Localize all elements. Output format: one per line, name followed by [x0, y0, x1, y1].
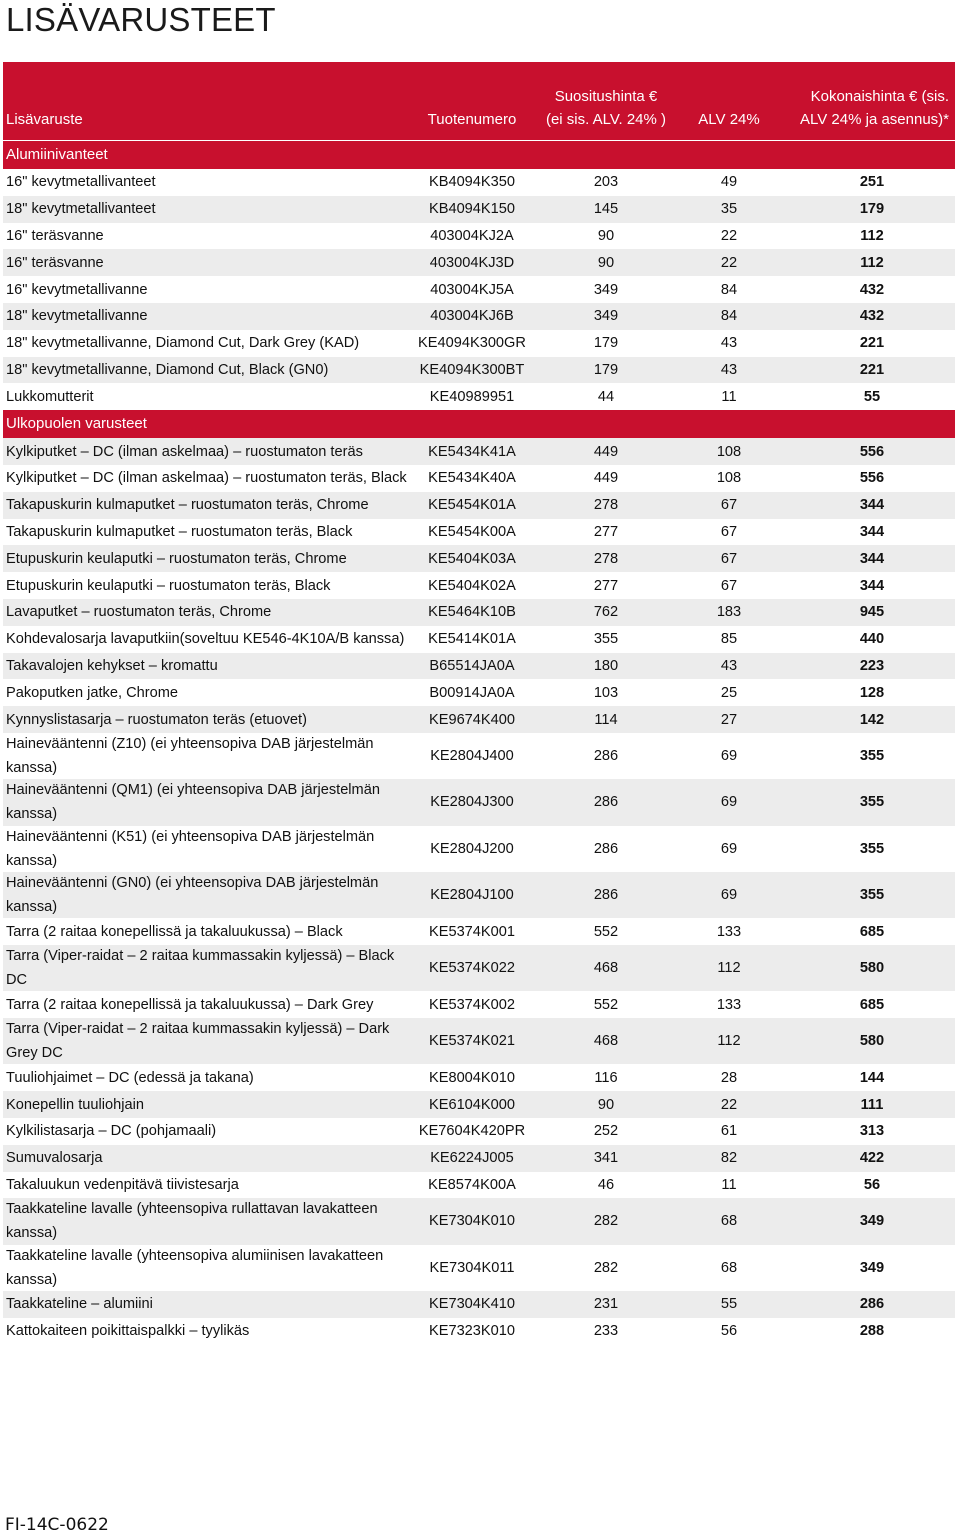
table-row — [3, 1145, 955, 1172]
table-row — [3, 826, 955, 872]
vat-amount: 67 — [720, 523, 738, 540]
vat-amount: 112 — [717, 960, 741, 977]
product-number: KE2804J300 — [430, 794, 514, 811]
price-excl-vat: 286 — [593, 794, 619, 811]
accessory-name: Tarra (Viper-raidat – 2 raitaa kummassakin kyljessä) – Dark Grey DC — [6, 1021, 390, 1062]
total-price: 142 — [859, 711, 885, 728]
accessory-name: Hainevääntenni (Z10) (ei yhteensopiva DAB järjestelmän kanssa) — [6, 736, 374, 777]
vat-amount: 43 — [720, 657, 738, 674]
section-header: Alumiinivanteet — [3, 141, 955, 169]
vat-amount: 69 — [720, 794, 738, 811]
price-excl-vat: 278 — [593, 550, 619, 567]
table-row — [3, 1291, 955, 1318]
accessory-name: Lukkomutterit — [6, 388, 94, 405]
table-row — [3, 303, 955, 330]
price-excl-vat: 180 — [593, 657, 619, 674]
accessory-name: Etupuskurin keulaputki – ruostumaton teräs, Black — [6, 577, 331, 594]
total-price: 432 — [859, 281, 885, 298]
accessory-name: Taakkateline – alumiini — [6, 1296, 153, 1313]
table-row — [3, 872, 955, 918]
table-row — [3, 1091, 955, 1118]
accessory-name: 18" kevytmetallivanne, Diamond Cut, Dark Grey (KAD) — [6, 335, 360, 352]
vat-amount: 133 — [716, 996, 742, 1013]
total-price: 112 — [860, 254, 884, 271]
product-number: KE8004K010 — [428, 1069, 516, 1086]
price-excl-vat: 203 — [593, 174, 619, 191]
accessory-name: Takapuskurin kulmaputket – ruostumaton teräs, Black — [6, 523, 353, 540]
product-number: KE6224J005 — [430, 1150, 514, 1167]
price-excl-vat: 341 — [593, 1150, 619, 1167]
price-excl-vat: 449 — [593, 470, 619, 487]
price-excl-vat: 449 — [593, 443, 619, 460]
vat-amount: 27 — [720, 711, 738, 728]
vat-amount: 61 — [720, 1123, 738, 1140]
total-price: 685 — [859, 996, 885, 1013]
table-row — [3, 1172, 955, 1199]
product-number: KB4094K350 — [428, 174, 516, 191]
accessory-name: Konepellin tuuliohjain — [6, 1096, 144, 1113]
accessory-name: Kynnyslistasarja – ruostumaton teräs (etuovet) — [6, 711, 307, 728]
price-excl-vat: 278 — [593, 497, 619, 514]
total-price: 251 — [859, 174, 885, 191]
accessory-name: Tuuliohjaimet – DC (edessä ja takana) — [6, 1069, 254, 1086]
accessory-name: Kattokaiteen poikittaispalkki – tyylikäs — [6, 1323, 250, 1340]
table-row — [3, 492, 955, 519]
total-price: 344 — [859, 577, 885, 594]
product-number: KE9674K400 — [428, 711, 516, 728]
total-price: 144 — [859, 1069, 885, 1086]
total-price: 349 — [859, 1259, 885, 1276]
total-price: 344 — [859, 497, 885, 514]
price-excl-vat: 44 — [597, 388, 615, 405]
total-price: 179 — [859, 201, 885, 218]
vat-amount: 56 — [720, 1323, 738, 1340]
total-price: 288 — [859, 1323, 885, 1340]
accessory-name: Kylkilistasarja – DC (pohjamaali) — [6, 1123, 217, 1140]
table-row — [3, 706, 955, 733]
total-price: 344 — [859, 550, 885, 567]
total-price: 55 — [863, 388, 881, 405]
total-price: 128 — [859, 684, 885, 701]
vat-amount: 85 — [720, 631, 738, 648]
accessory-name: Tarra (Viper-raidat – 2 raitaa kummassakin kyljessä) – Black DC — [6, 948, 395, 989]
vat-amount: 25 — [720, 684, 738, 701]
accessory-name: Takaluukun vedenpitävä tiivistesarja — [6, 1176, 239, 1193]
product-number: KE5404K03A — [428, 550, 516, 567]
vat-amount: 68 — [720, 1259, 738, 1276]
product-number: KE6104K000 — [428, 1096, 516, 1113]
header-product-number: Tuotenumero — [427, 111, 517, 128]
table-row — [3, 1198, 955, 1244]
vat-amount: 84 — [720, 308, 738, 325]
total-price: 556 — [859, 470, 885, 487]
total-price: 286 — [859, 1296, 885, 1313]
header-vat: ALV 24% — [698, 111, 760, 128]
product-number: KE5454K00A — [428, 523, 516, 540]
table-row — [3, 653, 955, 680]
price-excl-vat: 349 — [593, 308, 619, 325]
header-item: Lisävaruste — [6, 111, 83, 128]
accessory-name: Hainevääntenni (GN0) (ei yhteensopiva DAB järjestelmän kanssa) — [6, 874, 379, 915]
product-number: KE7323K010 — [428, 1323, 516, 1340]
price-excl-vat: 179 — [593, 361, 619, 378]
price-excl-vat: 114 — [594, 711, 618, 728]
total-price: 580 — [859, 1033, 885, 1050]
price-excl-vat: 277 — [593, 577, 619, 594]
table-header — [3, 62, 955, 140]
vat-amount: 22 — [720, 227, 738, 244]
table-row — [3, 383, 955, 410]
price-excl-vat: 349 — [593, 281, 619, 298]
total-price: 112 — [860, 227, 884, 244]
price-excl-vat: 468 — [593, 960, 619, 977]
vat-amount: 108 — [716, 443, 742, 460]
vat-amount: 82 — [720, 1150, 738, 1167]
table-row — [3, 1064, 955, 1091]
product-number: KE7304K011 — [429, 1259, 515, 1276]
accessory-price-table — [3, 62, 955, 1344]
price-excl-vat: 282 — [593, 1259, 619, 1276]
accessory-name: Kohdevalosarja lavaputkiin(soveltuu KE546-4K10A/B kanssa) — [6, 631, 405, 648]
product-number: KE2804J100 — [430, 886, 514, 903]
total-price: 344 — [859, 523, 885, 540]
total-price: 56 — [863, 1176, 881, 1193]
total-price: 355 — [859, 748, 885, 765]
price-excl-vat: 46 — [597, 1176, 615, 1193]
total-price: 432 — [859, 308, 885, 325]
price-excl-vat: 286 — [593, 840, 619, 857]
page-title: LISÄVARUSTEET — [6, 1, 276, 38]
product-number: KE2804J200 — [430, 840, 514, 857]
product-number: B00914JA0A — [429, 684, 515, 701]
product-number: 403004KJ3D — [429, 254, 515, 271]
table-row — [3, 779, 955, 825]
price-excl-vat: 282 — [593, 1213, 619, 1230]
vat-amount: 133 — [716, 923, 742, 940]
vat-amount: 67 — [720, 550, 738, 567]
total-price: 440 — [859, 631, 885, 648]
accessory-name: Tarra (2 raitaa konepellissä ja takaluukussa) – Black — [6, 923, 343, 940]
total-price: 223 — [859, 657, 885, 674]
vat-amount: 55 — [720, 1296, 738, 1313]
footer-document-code: FI-14C-0622 — [5, 1515, 109, 1535]
accessory-name: Hainevääntenni (QM1) (ei yhteensopiva DAB järjestelmän kanssa) — [6, 782, 380, 823]
total-price: 580 — [859, 960, 885, 977]
product-number: KE4094K300BT — [419, 361, 525, 378]
vat-amount: 28 — [720, 1069, 738, 1086]
total-price: 221 — [859, 335, 885, 352]
accessory-name: Sumuvalosarja — [6, 1150, 103, 1167]
product-number: KE5374K021 — [428, 1033, 516, 1050]
table-row — [3, 572, 955, 599]
vat-amount: 69 — [720, 840, 738, 857]
total-price: 685 — [859, 923, 885, 940]
product-number: KE5464K10B — [428, 604, 516, 621]
vat-amount: 67 — [720, 577, 738, 594]
vat-amount: 67 — [720, 497, 738, 514]
accessory-name: Kylkiputket – DC (ilman askelmaa) – ruostumaton teräs, Black — [6, 470, 407, 487]
table-row — [3, 330, 955, 357]
total-price: 221 — [859, 361, 885, 378]
product-number: KE7304K010 — [428, 1213, 516, 1230]
product-number: B65514JA0A — [429, 657, 515, 674]
product-number: KE40989951 — [429, 388, 515, 405]
accessory-name: Tarra (2 raitaa konepellissä ja takaluukussa) – Dark Grey — [6, 996, 374, 1013]
accessory-name: 18" kevytmetallivanteet — [6, 201, 156, 218]
product-number: KE5374K022 — [428, 960, 516, 977]
price-excl-vat: 277 — [593, 523, 619, 540]
table-row — [3, 276, 955, 303]
product-number: KE5374K002 — [428, 996, 516, 1013]
vat-amount: 112 — [717, 1033, 741, 1050]
product-number: KE2804J400 — [430, 748, 514, 765]
section-header: Ulkopuolen varusteet — [3, 410, 955, 438]
total-price: 355 — [859, 840, 885, 857]
product-number: 403004KJ2A — [430, 227, 514, 244]
vat-amount: 43 — [720, 361, 738, 378]
vat-amount: 11 — [721, 1176, 737, 1193]
accessory-name: 16" kevytmetallivanteet — [6, 174, 156, 191]
vat-amount: 35 — [720, 201, 738, 218]
table-row — [3, 169, 955, 196]
price-excl-vat: 145 — [593, 201, 619, 218]
product-number: KE4094K300GR — [418, 335, 526, 352]
total-price: 355 — [859, 794, 885, 811]
price-excl-vat: 90 — [597, 254, 615, 271]
accessory-name: 16" teräsvanne — [6, 254, 104, 271]
table-row — [3, 1018, 955, 1064]
table-row — [3, 599, 955, 626]
accessory-name: Etupuskurin keulaputki – ruostumaton teräs, Chrome — [6, 550, 347, 567]
product-number: KE7604K420PR — [418, 1123, 526, 1140]
price-excl-vat: 552 — [593, 996, 619, 1013]
table-body — [3, 141, 955, 1344]
vat-amount: 183 — [716, 604, 742, 621]
total-price: 355 — [859, 886, 885, 903]
table-row — [3, 249, 955, 276]
price-excl-vat: 762 — [593, 604, 619, 621]
accessory-name: 16" teräsvanne — [6, 227, 104, 244]
accessory-name: Pakoputken jatke, Chrome — [6, 684, 178, 701]
header-total-price: Kokonaishinta € (sis. ALV 24% ja asennus)* — [800, 88, 949, 128]
product-number: KE5434K41A — [428, 443, 516, 460]
price-excl-vat: 355 — [593, 631, 619, 648]
product-number: KE7304K410 — [428, 1296, 516, 1313]
product-number: 403004KJ5A — [430, 281, 514, 298]
table-row — [3, 438, 955, 465]
table-row — [3, 918, 955, 945]
vat-amount: 68 — [720, 1213, 738, 1230]
product-number: KE5404K02A — [428, 577, 516, 594]
vat-amount: 84 — [720, 281, 738, 298]
table-row — [3, 357, 955, 384]
price-excl-vat: 233 — [593, 1323, 619, 1340]
accessory-name: Takapuskurin kulmaputket – ruostumaton teräs, Chrome — [6, 497, 369, 514]
product-number: KE5414K01A — [428, 631, 516, 648]
price-excl-vat: 468 — [593, 1033, 619, 1050]
table-row — [3, 733, 955, 779]
accessory-name: Taakkateline lavalle (yhteensopiva alumiinisen lavakatteen kanssa) — [6, 1247, 384, 1288]
accessory-name: Taakkateline lavalle (yhteensopiva rullattavan lavakatteen kanssa) — [6, 1201, 378, 1242]
price-excl-vat: 552 — [593, 923, 619, 940]
product-number: KE8574K00A — [428, 1176, 516, 1193]
price-excl-vat: 116 — [594, 1069, 618, 1086]
price-excl-vat: 179 — [593, 335, 619, 352]
accessory-name: Lavaputket – ruostumaton teräs, Chrome — [6, 604, 272, 621]
vat-amount: 69 — [720, 886, 738, 903]
vat-amount: 11 — [721, 388, 737, 405]
total-price: 422 — [859, 1150, 885, 1167]
price-excl-vat: 90 — [597, 1096, 615, 1113]
table-row — [3, 679, 955, 706]
table-row — [3, 196, 955, 223]
accessory-name: 16" kevytmetallivanne — [6, 281, 148, 298]
accessory-name: Kylkiputket – DC (ilman askelmaa) – ruostumaton teräs — [6, 443, 363, 460]
header-recommended-price: Suositushinta € (ei sis. ALV. 24% ) — [545, 88, 667, 128]
table-row — [3, 465, 955, 492]
vat-amount: 69 — [720, 748, 738, 765]
product-number: KB4094K150 — [428, 201, 516, 218]
accessory-name: Hainevääntenni (K51) (ei yhteensopiva DAB järjestelmän kanssa) — [6, 828, 375, 869]
price-excl-vat: 90 — [597, 227, 615, 244]
table-row — [3, 626, 955, 653]
product-number: KE5454K01A — [428, 497, 516, 514]
vat-amount: 22 — [720, 254, 738, 271]
table-row — [3, 545, 955, 572]
total-price: 349 — [859, 1213, 885, 1230]
total-price: 313 — [859, 1123, 885, 1140]
product-number: KE5374K001 — [428, 923, 516, 940]
accessory-name: 18" kevytmetallivanne, Diamond Cut, Black (GN0) — [6, 361, 329, 378]
total-price: 556 — [859, 443, 885, 460]
accessory-name: 18" kevytmetallivanne — [6, 308, 148, 325]
price-excl-vat: 286 — [593, 886, 619, 903]
vat-amount: 49 — [720, 174, 738, 191]
table-row — [3, 223, 955, 250]
price-excl-vat: 286 — [593, 748, 619, 765]
product-number: KE5434K40A — [428, 470, 516, 487]
total-price: 111 — [860, 1096, 884, 1113]
total-price: 945 — [859, 604, 885, 621]
table-row — [3, 519, 955, 546]
product-number: 403004KJ6B — [430, 308, 514, 325]
price-excl-vat: 231 — [593, 1296, 619, 1313]
accessory-name: Takavalojen kehykset – kromattu — [6, 657, 218, 674]
table-row — [3, 1118, 955, 1145]
vat-amount: 22 — [720, 1096, 738, 1113]
vat-amount: 43 — [720, 335, 738, 352]
table-row — [3, 1318, 955, 1345]
table-row — [3, 1245, 955, 1291]
vat-amount: 108 — [716, 470, 742, 487]
price-excl-vat: 103 — [593, 684, 619, 701]
table-row — [3, 991, 955, 1018]
price-excl-vat: 252 — [593, 1123, 619, 1140]
table-row — [3, 945, 955, 991]
